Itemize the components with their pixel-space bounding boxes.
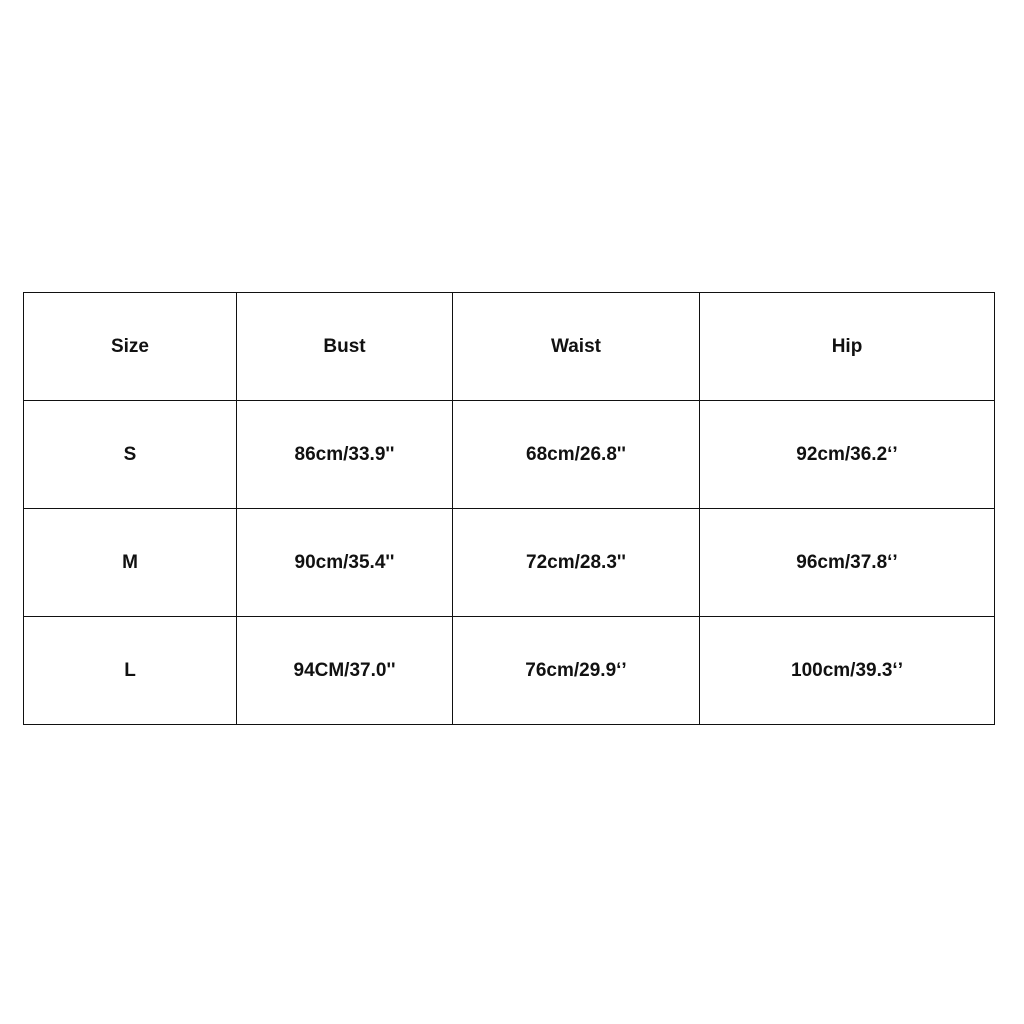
table-row xyxy=(24,617,995,725)
size-cell: M xyxy=(24,509,237,617)
bust-cell: 86cm/33.9'' xyxy=(237,401,453,509)
waist-cell: 76cm/29.9‘’ xyxy=(453,617,700,725)
table-row xyxy=(24,509,995,617)
header-waist: Waist xyxy=(453,293,700,401)
waist-cell: 68cm/26.8'' xyxy=(453,401,700,509)
header-size: Size xyxy=(24,293,237,401)
size-cell: L xyxy=(24,617,237,725)
hip-cell: 96cm/37.8‘’ xyxy=(700,509,995,617)
table-row xyxy=(24,401,995,509)
waist-cell: 72cm/28.3'' xyxy=(453,509,700,617)
size-cell: S xyxy=(24,401,237,509)
bust-cell: 94CM/37.0'' xyxy=(237,617,453,725)
bust-cell: 90cm/35.4'' xyxy=(237,509,453,617)
size-chart-table xyxy=(23,292,995,725)
hip-cell: 92cm/36.2‘’ xyxy=(700,401,995,509)
header-bust: Bust xyxy=(237,293,453,401)
hip-cell: 100cm/39.3‘’ xyxy=(700,617,995,725)
table-header-row xyxy=(24,293,995,401)
header-hip: Hip xyxy=(700,293,995,401)
